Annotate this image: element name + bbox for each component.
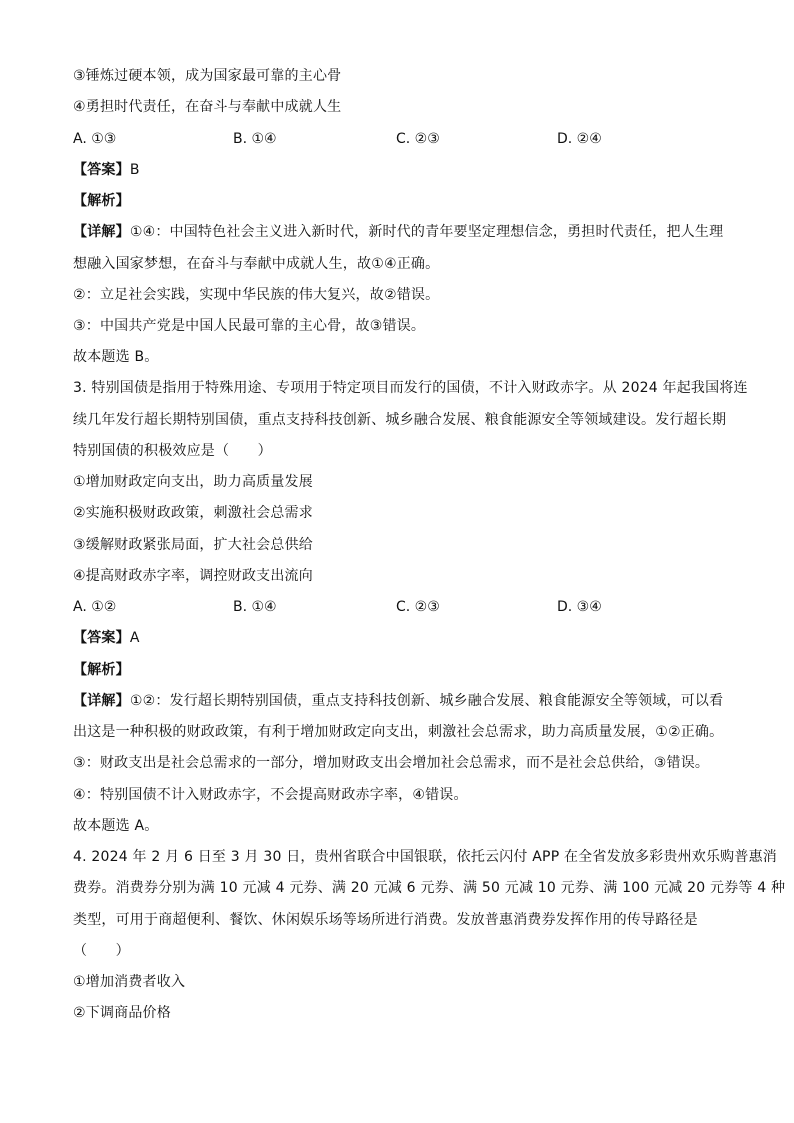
q3-stem-line-2: 续几年发行超长期特别国债，重点支持科技创新、城乡融合发展、粮食能源安全等领域建设。发行超长期: [73, 412, 727, 428]
q4-stem-line-4: （ ）: [73, 943, 130, 959]
q3-detail-text-1: ①②：发行超长期特别国债，重点支持科技创新、城乡融合发展、粮食能源安全等领域，可以看: [129, 693, 724, 709]
q3-option-b: B. ①④: [233, 599, 277, 615]
q4-item-1: ①增加消费者收入: [73, 974, 186, 990]
q2-option-b: B. ①④: [233, 131, 277, 147]
q2-item-3: ③锤炼过硬本领，成为国家最可靠的主心骨: [73, 68, 342, 84]
q3-answer: [73, 628, 733, 648]
q4-stem-line-1: 4. 2024 年 2 月 6 日至 3 月 30 日，贵州省联合中国银联，依托云闪付 APP 在全省发放多彩贵州欢乐购普惠消: [73, 849, 777, 865]
q2-conclusion: 故本题选 B。: [73, 349, 159, 365]
q3-item-1: ①增加财政定向支出，助力高质量发展: [73, 474, 313, 490]
q4-stem-line-3: 类型，可用于商超便利、餐饮、休闲娱乐场等场所进行消费。发放普惠消费券发挥作用的传导路径是: [73, 912, 698, 928]
q3-answer-value: A: [129, 630, 140, 646]
q3-stem-line-3: 特别国债的积极效应是（ ）: [73, 443, 272, 459]
q3-option-a: A. ①②: [73, 599, 117, 615]
q3-detail-tag: 【详解】: [73, 693, 130, 709]
q2-answer-value: B: [129, 162, 140, 178]
q2-analysis-tag: 【解析】: [73, 193, 130, 209]
q3-item-2: ②实施积极财政政策，刺激社会总需求: [73, 505, 313, 521]
q4-item-2: ②下调商品价格: [73, 1005, 171, 1021]
q3-detail-line-1: [73, 691, 733, 711]
q3-answer-tag: 【答案】: [73, 630, 130, 646]
q3-detail-line-2: 出这是一种积极的财政政策，有利于增加财政定向支出，刺激社会总需求，助力高质量发展，①②正确。: [73, 724, 724, 740]
q2-detail-line-3: ②：立足社会实践，实现中华民族的伟大复兴，故②错误。: [73, 287, 440, 303]
q2-answer-tag: 【答案】: [73, 162, 130, 178]
q3-option-d: D. ③④: [557, 599, 602, 615]
q3-conclusion: 故本题选 A。: [73, 818, 159, 834]
q2-detail-text-1: ①④：中国特色社会主义进入新时代，新时代的青年要坚定理想信念，勇担时代责任，把人生理: [129, 224, 724, 240]
q3-item-3: ③缓解财政紧张局面，扩大社会总供给: [73, 537, 313, 553]
q2-detail-line-2: 想融入国家梦想，在奋斗与奉献中成就人生，故①④正确。: [73, 256, 440, 272]
q3-option-c: C. ②③: [396, 599, 440, 615]
q2-detail-line-4: ③：中国共产党是中国人民最可靠的主心骨，故③错误。: [73, 318, 426, 334]
q2-detail-tag: 【详解】: [73, 224, 130, 240]
q2-answer: [73, 160, 733, 180]
q2-item-4: ④勇担时代责任，在奋斗与奉献中成就人生: [73, 99, 342, 115]
q3-analysis-tag: 【解析】: [73, 662, 130, 678]
q2-option-a: A. ①③: [73, 131, 117, 147]
q4-stem-line-2: 费券。消费券分别为满 10 元减 4 元券、满 20 元减 6 元券、满 50 元减 10 元券、满 100 元减 20 元券等 4 种: [73, 880, 786, 896]
q2-detail-line-1: [73, 222, 733, 242]
q3-stem-line-1: 3. 特别国债是指用于特殊用途、专项用于特定项目而发行的国债，不计入财政赤字。从 2024 年起我国将连: [73, 380, 748, 396]
q3-item-4: ④提高财政赤字率，调控财政支出流向: [73, 568, 313, 584]
q2-option-d: D. ②④: [557, 131, 602, 147]
q2-option-c: C. ②③: [396, 131, 440, 147]
q3-detail-line-3: ③：财政支出是社会总需求的一部分，增加财政支出会增加社会总需求，而不是社会总供给，③错误。: [73, 755, 710, 771]
q3-detail-line-4: ④：特别国债不计入财政赤字，不会提高财政赤字率，④错误。: [73, 787, 468, 803]
